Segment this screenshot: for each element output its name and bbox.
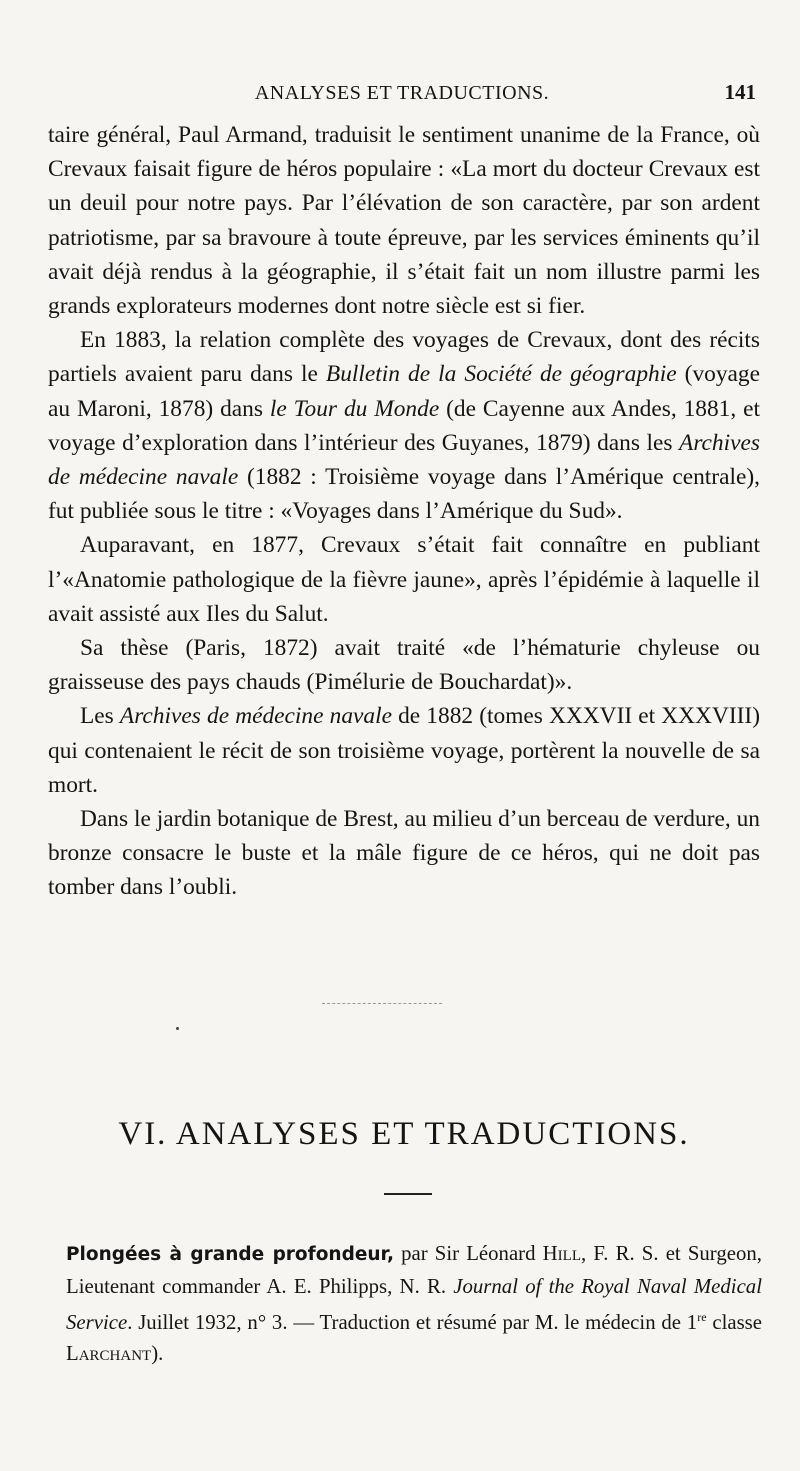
text-run: Dans le jardin botanique de Brest, au milieu d’un berceau de verdure, un bronze consacre le buste et la mâle figure de ce héros, qui ne doit pas tomber dans l’oubli. bbox=[48, 806, 760, 901]
entry-title: Plongées à grande profondeur, bbox=[66, 1244, 394, 1265]
paragraph bbox=[48, 528, 760, 631]
italic-title: Bulletin de la Société de géographie bbox=[325, 361, 677, 388]
paragraph bbox=[48, 323, 760, 528]
page-number: 141 bbox=[724, 80, 756, 104]
heading-rule bbox=[384, 1193, 432, 1195]
paragraph bbox=[48, 802, 760, 905]
text-run: , F. R. S. et Surgeon, Lieutenant commander A. E. Philipps, N. R. bbox=[66, 1242, 762, 1298]
text-run: classe bbox=[706, 1310, 762, 1334]
paragraph bbox=[48, 631, 760, 699]
text-run: par Sir Léonard bbox=[393, 1242, 543, 1265]
section-divider bbox=[322, 1003, 442, 1004]
author-name: Hill bbox=[542, 1242, 581, 1265]
italic-title: le Tour du Monde bbox=[269, 395, 440, 422]
italic-title: Archives de médecine navale bbox=[48, 429, 760, 491]
text-run: (de Cayenne aux Andes, 1881, et voyage d’exploration dans l’intérieur des Guyanes, 1879) dans les bbox=[48, 395, 760, 456]
bibliographic-entry bbox=[66, 1238, 762, 1370]
paragraph-continuation bbox=[48, 118, 760, 323]
body-text bbox=[48, 118, 760, 905]
text-run: taire général, Paul Armand, traduisit le sentiment unanime de la France, où Crevaux faisait figure de héros populaire : «La mort du docteur Crevaux est un deuil pour notre pays. Par l’élévation de son caractère, par son ardent patriotisme, par sa bravoure à toute épreuve, par les services éminents qu’il avait déjà rendus à la géographie, il s’était fait un nom illustre parmi les grands explorateurs modernes dont notre siècle est si fier. bbox=[48, 122, 760, 320]
italic-title: Archives de médecine navale bbox=[119, 703, 392, 730]
text-run: . Juillet 1932, n° 3. — Traduction et résumé par M. le médecin de 1 bbox=[127, 1310, 698, 1334]
paragraph bbox=[48, 699, 760, 802]
text-run: (1882 : Troisième voyage dans l’Amérique centrale), fut publiée sous le titre : «Voyages dans l’Amérique du Sud». bbox=[48, 464, 760, 525]
text-run: de 1882 (tomes XXXVII et XXXVIII) qui contenaient le récit de son troisième voyage, portèrent la nouvelle de sa mort. bbox=[48, 703, 761, 798]
text-run: (voyage au Maroni, 1878) dans bbox=[48, 361, 761, 422]
superscript: re bbox=[697, 1310, 707, 1324]
running-head bbox=[48, 80, 756, 110]
section-heading: VI. ANALYSES ET TRADUCTIONS. bbox=[118, 1116, 690, 1152]
margin-mark bbox=[176, 1027, 179, 1030]
text-run: Sa thèse (Paris, 1872) avait traité «de l’hématurie chyleuse ou graisseuse des pays chauds (Pimélurie de Bouchardat)». bbox=[48, 635, 760, 696]
text-run: Auparavant, en 1877, Crevaux s’était fait connaître en publiant l’«Anatomie pathologique de la fièvre jaune», après l’épidémie à laquelle il avait assisté aux Iles du Salut. bbox=[48, 532, 760, 627]
text-run: Les bbox=[80, 703, 120, 730]
running-title: ANALYSES ET TRADUCTIONS. bbox=[254, 82, 550, 104]
text-run: En 1883, la relation complète des voyages de Crevaux, dont des récits partiels avaient paru dans le bbox=[48, 327, 760, 388]
text-run: ). bbox=[151, 1342, 164, 1366]
journal-title: Journal of the Royal Naval Medical Service bbox=[66, 1274, 762, 1334]
author-name: Larchant bbox=[66, 1342, 152, 1366]
